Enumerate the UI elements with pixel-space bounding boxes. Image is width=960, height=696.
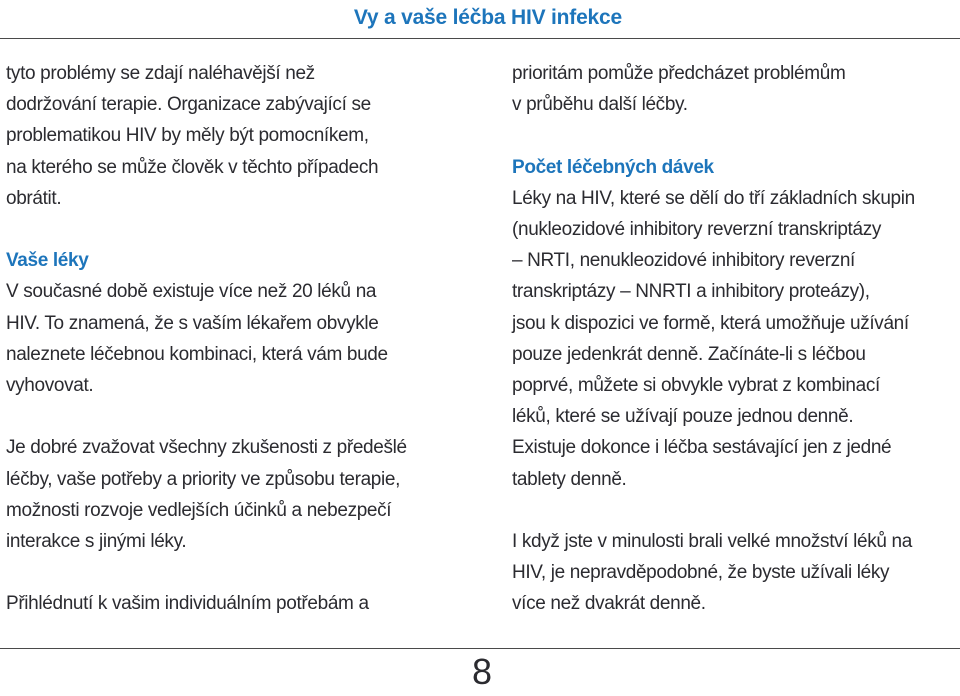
text-line: léčby, vaše potřeby a priority ve způsobu terapie, (6, 468, 401, 490)
text-line: Léky na HIV, které se dělí do tří základních skupin (512, 187, 915, 209)
right-paragraph-2 (512, 526, 958, 620)
text-line: dodržování terapie. Organizace zabývající se (6, 94, 371, 116)
left-intro-paragraph (6, 58, 466, 214)
text-line: pouze jedenkrát denně. Začínáte-li s léčbou (512, 343, 866, 365)
text-line: obrátit. (6, 187, 62, 209)
left-paragraph-3 (6, 588, 466, 619)
text-line: interakce s jinými léky. (6, 531, 187, 553)
left-paragraph-2 (6, 432, 466, 557)
running-header-title: Vy a vaše léčba HIV infekce (353, 6, 622, 29)
text-line: vyhovovat. (6, 375, 94, 397)
text-line: možnosti rozvoje vedlejších účinků a nebezpečí (6, 499, 392, 521)
text-line: tablety denně. (512, 468, 627, 490)
right-intro-paragraph (512, 58, 958, 120)
left-column (6, 58, 466, 620)
left-section-paragraph (6, 276, 466, 401)
page-number: 8 (471, 651, 493, 692)
text-line: poprvé, můžete si obvykle vybrat z kombinací (512, 375, 880, 397)
text-line: – NRTI, nenukleozidové inhibitory reverzní (512, 250, 855, 272)
text-line: transkriptázy – NNRTI a inhibitory proteázy), (512, 281, 870, 303)
text-line: na kterého se může člověk v těchto případech (6, 156, 379, 178)
text-line: naleznete léčebnou kombinaci, která vám bude (6, 343, 388, 365)
text-line: prioritám pomůže předcházet problémům (512, 63, 846, 84)
text-line: V současné době existuje více než 20 léků na (6, 281, 377, 303)
text-line: I když jste v minulosti brali velké množství léků na (512, 531, 912, 553)
text-line: Existuje dokonce i léčba sestávající jen z jedné (512, 437, 892, 459)
text-line: problematikou HIV by měly být pomocníkem, (6, 125, 369, 147)
text-line: Přihlédnutí k vašim individuálním potřebám a (6, 593, 369, 615)
right-column (512, 58, 958, 620)
text-line: více než dvakrát denně. (512, 593, 706, 615)
text-line: tyto problémy se zdají naléhavější než (6, 63, 315, 84)
text-line: Je dobré zvažovat všechny zkušenosti z předešlé (6, 437, 407, 459)
header-divider (0, 38, 960, 39)
text-line: HIV, je nepravděpodobné, že byste užívali léky (512, 562, 890, 584)
section-heading-vase-leky: Vaše léky (6, 250, 89, 272)
text-line: v průběhu další léčby. (512, 94, 688, 116)
text-line: HIV. To znamená, že s vaším lékařem obvykle (6, 312, 379, 334)
text-line: léků, které se užívají pouze jednou denně. (512, 406, 854, 428)
section-heading-pocet-davek: Počet léčebných dávek (512, 156, 714, 178)
text-line: jsou k dispozici ve formě, která umožňuje užívání (512, 312, 909, 334)
right-section-paragraph (512, 183, 958, 495)
text-line: (nukleozidové inhibitory reverzní transkriptázy (512, 219, 881, 240)
